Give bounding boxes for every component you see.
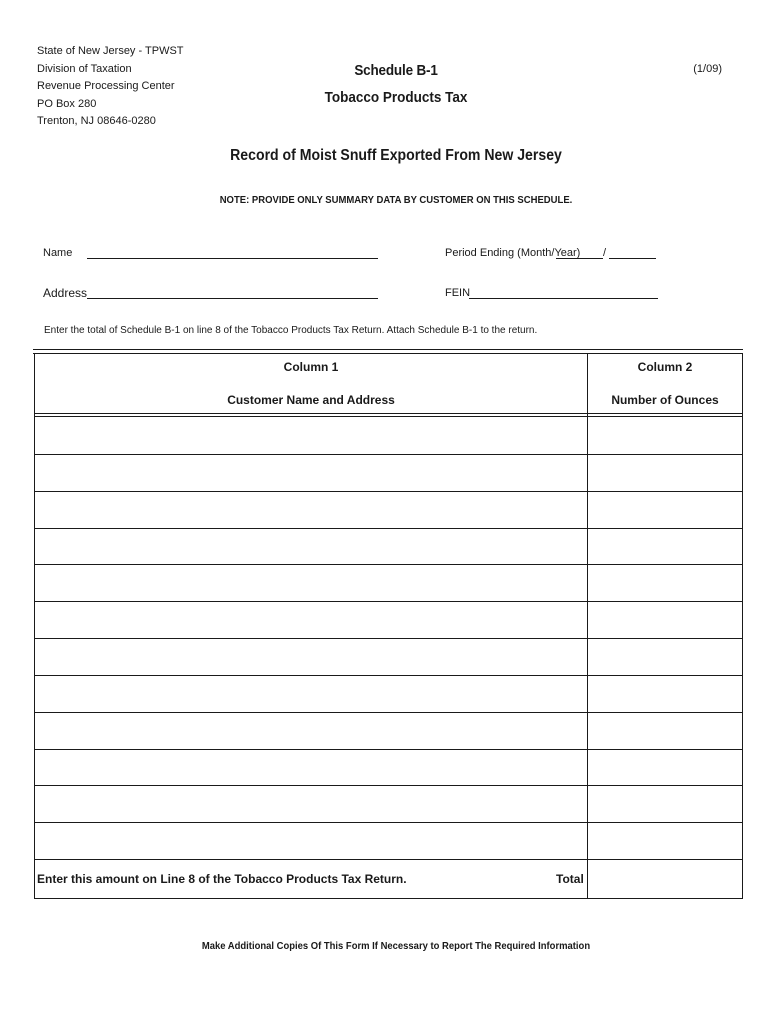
table-row (35, 601, 742, 639)
table-row (35, 491, 742, 529)
ounces-cell[interactable] (588, 455, 743, 492)
period-separator: / (603, 247, 607, 259)
agency-address (37, 43, 184, 131)
table-row (35, 785, 742, 823)
customer-cell[interactable] (35, 492, 587, 529)
table-top-rule (33, 349, 743, 350)
table-row (35, 749, 742, 787)
agency-line: Trenton, NJ 08646-0280 (37, 115, 156, 127)
fein-label: FEIN (445, 287, 471, 299)
customer-cell[interactable] (35, 823, 587, 860)
period-month-field[interactable] (556, 258, 603, 259)
total-label: Total (556, 872, 584, 886)
ounces-cell[interactable] (588, 565, 743, 602)
ounces-cell[interactable] (588, 786, 743, 823)
period-label: Period Ending (Month/Year) (445, 247, 581, 259)
ounces-cell[interactable] (588, 713, 743, 750)
customer-cell[interactable] (35, 713, 587, 750)
agency-line: State of New Jersey - TPWST (37, 45, 184, 57)
export-table (34, 354, 743, 899)
customer-cell[interactable] (35, 639, 587, 676)
ounces-cell[interactable] (588, 676, 743, 713)
ounces-cell[interactable] (588, 750, 743, 787)
table-row (35, 564, 742, 602)
total-instruction: Enter this amount on Line 8 of the Tobacco Products Tax Return. (37, 872, 407, 886)
customer-cell[interactable] (35, 676, 587, 713)
customer-cell[interactable] (35, 455, 587, 492)
agency-line: PO Box 280 (37, 97, 97, 110)
form-title: Record of Moist Snuff Exported From New Jersey (230, 147, 562, 164)
column2-subtitle: Number of Ounces (611, 393, 719, 407)
ounces-cell[interactable] (588, 417, 743, 454)
agency-line: Revenue Processing Center (37, 80, 175, 92)
customer-cell[interactable] (35, 565, 587, 602)
name-label: Name (43, 247, 73, 259)
customer-cell[interactable] (35, 786, 587, 823)
ounces-cell[interactable] (588, 529, 743, 566)
table-row (35, 822, 742, 860)
customer-cell[interactable] (35, 750, 587, 787)
table-row (35, 638, 742, 676)
period-year-field[interactable] (609, 258, 656, 259)
column1-subtitle: Customer Name and Address (227, 393, 395, 407)
revision-date: (1/09) (693, 63, 722, 75)
column1-title: Column 1 (283, 360, 339, 374)
table-row (35, 675, 742, 713)
total-value-cell[interactable] (588, 860, 743, 898)
customer-cell[interactable] (35, 602, 587, 639)
table-row (35, 528, 742, 566)
footer-note: Make Additional Copies Of This Form If Necessary to Report The Required Information (201, 940, 591, 952)
ounces-cell[interactable] (588, 492, 743, 529)
ounces-cell[interactable] (588, 639, 743, 676)
table-row (35, 417, 742, 454)
column2-title: Column 2 (637, 360, 693, 374)
customer-cell[interactable] (35, 529, 587, 566)
table-row (35, 454, 742, 492)
instruction-text: Enter the total of Schedule B-1 on line 8 of the Tobacco Products Tax Return. Attach Schedule B-1 to the return. (44, 325, 538, 336)
fein-field[interactable] (469, 298, 658, 299)
name-field[interactable] (87, 258, 378, 259)
table-row (35, 712, 742, 750)
ounces-cell[interactable] (588, 602, 743, 639)
address-field[interactable] (87, 298, 378, 299)
agency-line: Division of Taxation (37, 62, 132, 75)
ounces-cell[interactable] (588, 823, 743, 860)
schedule-title: Schedule B-1 (354, 62, 438, 79)
customer-cell[interactable] (35, 417, 587, 454)
address-label: Address (43, 286, 88, 300)
schedule-subtitle: Tobacco Products Tax (324, 89, 468, 106)
header-rule (35, 413, 742, 414)
note-text: NOTE: PROVIDE ONLY SUMMARY DATA BY CUSTOMER ON THIS SCHEDULE. (219, 195, 573, 206)
